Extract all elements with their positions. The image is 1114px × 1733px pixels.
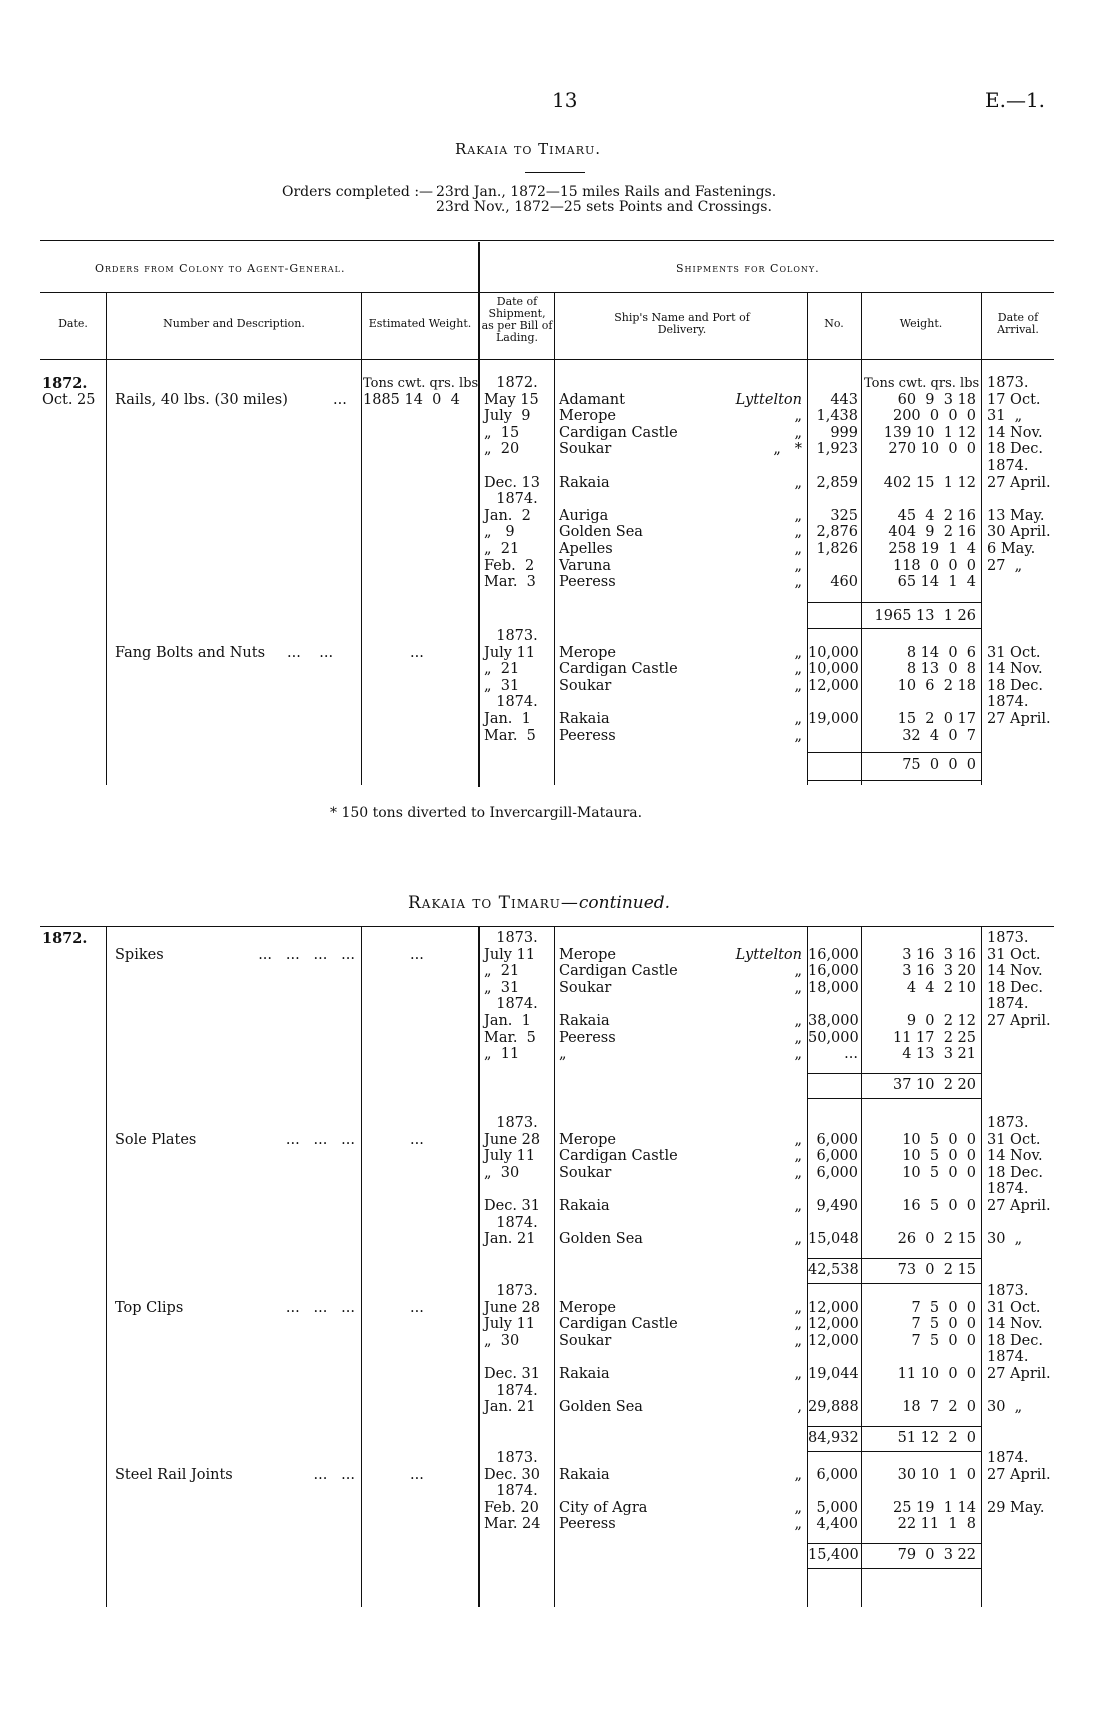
fang-row-port: „ [794,677,802,694]
group-row-arrival: 27 April. [987,1013,1051,1029]
rail-row-date: Jan. 2 [484,507,531,524]
group-row-weight: 3 16 3 20 [902,963,976,980]
rule [807,1073,981,1074]
page-number: 13 [552,88,578,112]
fang-row-date: Mar. 5 [484,727,536,744]
rail-row-weight: 200 0 0 0 [892,408,976,425]
group-row-date: Dec. 31 [484,1198,540,1214]
group-row-no: 6,000 [816,1164,858,1181]
rail-row-no: 999 [830,424,858,441]
group-row-no: 6,000 [816,1131,858,1148]
group-row-ship: Peeress [559,1516,616,1533]
group-row-port: „ [794,1466,802,1483]
group-row-arrival: 30 „ [987,1231,1023,1248]
group-row-ship: Rakaia [559,1198,610,1214]
group-row-no: 6,000 [816,1148,858,1165]
rail-row-weight: 45 4 2 16 [897,507,976,524]
fang-row-date: 1874. [496,694,538,711]
weight-units: Tons cwt. qrs. lbs [864,376,980,391]
group-row-arrival: 18 Dec. [987,979,1043,996]
group-row-port: „ [794,1299,802,1316]
group-row-port: „ [794,1316,802,1333]
section-orders: Orders from Colony to Agent-General. [95,262,346,275]
rail-row-date: May 15 [484,391,539,408]
fang-row-weight: 15 2 0 17 [897,711,976,727]
group-total-no: 84,932 [808,1429,859,1446]
rail-row-arrival: 1874. [987,458,1029,474]
rail-row-ship: Adamant [559,391,625,408]
rule [807,1258,981,1259]
col-arrival: Date of Arrival. [997,311,1039,336]
group-row-date: „ 30 [484,1332,520,1349]
group-row-no: 9,490 [816,1198,858,1214]
group-estimated: ... [410,1466,424,1483]
group-row-weight: 22 11 1 8 [897,1516,976,1533]
rail-row-ship: Rakaia [559,474,610,491]
fang-row-ship: Merope [559,644,616,661]
group-row-weight: 10 5 0 0 [902,1131,976,1148]
group-row-no: 5,000 [816,1499,858,1516]
rule [807,1568,981,1569]
group-row-arrival: 27 April. [987,1366,1051,1382]
fang-row-ship: Rakaia [559,711,610,727]
rule [807,780,981,781]
rail-row-port: „ [794,524,802,541]
group-row-ship: „ [559,1046,567,1063]
table2-year: 1872. [42,930,88,947]
rail-row-arrival: 13 May. [987,507,1045,524]
group-row-no: 12,000 [808,1299,859,1316]
fang-row-date: „ 21 [484,661,520,678]
group-row-ship: Cardigan Castle [559,963,678,980]
group-row-date: 1873. [496,1283,538,1299]
group-row-ship: Golden Sea [559,1399,643,1416]
rail-row-date: „ 15 [484,424,520,441]
group-row-arrival: 14 Nov. [987,1148,1043,1165]
rail-row-arrival: 18 Dec. [987,441,1043,458]
group-row-date: July 11 [484,1316,536,1333]
rail-row-date: Feb. 2 [484,557,535,574]
fang-row-ship: Soukar [559,677,612,694]
title2-cont: continued. [578,893,671,913]
group-row-ship: Rakaia [559,1366,610,1382]
group-row-port: „ [794,1332,802,1349]
group-row-arrival: 18 Dec. [987,1164,1043,1181]
group-row-date: Dec. 30 [484,1466,540,1483]
fang-row-arrival: 18 Dec. [987,677,1043,694]
rule [807,628,981,629]
group-row-date: 1874. [496,1214,538,1231]
group-row-port: „ [794,1231,802,1248]
rail-row-date: „ 21 [484,541,520,557]
fang-row-ship: Cardigan Castle [559,661,678,678]
fang-row-arrival: 1874. [987,694,1029,711]
fang-row-no: 10,000 [808,644,859,661]
group-row-date: 1873. [496,930,538,946]
group-row-port: „ [794,979,802,996]
group-row-arrival: 1874. [987,1349,1029,1366]
group-row-ship: Soukar [559,979,612,996]
group-leader: ... ... [313,1466,355,1483]
group-row-arrival: 31 Oct. [987,1299,1041,1316]
group-label: Steel Rail Joints [115,1466,233,1483]
group-label: Sole Plates [115,1131,197,1148]
col-date: Date. [58,317,88,330]
group-row-no: 16,000 [808,946,859,963]
group-row-weight: 9 0 2 12 [906,1013,976,1029]
rail-row-weight: 65 14 1 4 [897,574,976,591]
page-title: Rakaia to Timaru. [455,140,602,158]
rail-row-date: 1872. [496,375,538,391]
group-row-date: Mar. 24 [484,1516,541,1533]
rule [807,752,981,753]
col-no: No. [824,317,844,330]
group-row-date: July 11 [484,1148,536,1165]
group-row-port: „ [794,1046,802,1063]
group-row-port: „ [794,1131,802,1148]
group-row-port: „ [794,1366,802,1382]
rail-row-arrival: 31 „ [987,408,1023,425]
rail-row-date: July 9 [484,408,531,425]
col-number: Number and Description. [163,317,305,330]
rail-row-ship: Merope [559,408,616,425]
rail-row-arrival: 6 May. [987,541,1036,557]
group-row-ship: Cardigan Castle [559,1148,678,1165]
group-estimated: ... [410,1299,424,1316]
rail-row-date: Dec. 13 [484,474,540,491]
rail-row-ship: Cardigan Castle [559,424,678,441]
fang-row-no: 19,000 [808,711,859,727]
group-row-arrival: 1873. [987,1283,1029,1299]
group-total-no: 15,400 [808,1547,859,1563]
fang-leader: ... ... [287,645,334,661]
rail-row-date: „ 20 [484,441,520,458]
group-row-weight: 18 7 2 0 [902,1399,976,1416]
group-row-ship: Merope [559,946,616,963]
fang-row-no: 12,000 [808,677,859,694]
fang-row-weight: 32 4 0 7 [902,727,976,744]
rail-row-arrival: 27 April. [987,474,1051,491]
group-row-date: 1874. [496,1483,538,1500]
group-row-date: Mar. 5 [484,1029,536,1046]
rail-row-date: 1874. [496,491,538,508]
group-row-date: June 28 [484,1299,541,1316]
rail-row-arrival: 27 „ [987,557,1023,574]
group-row-weight: 11 17 2 25 [892,1029,976,1046]
col-shipment-date: Date of Shipment, as per Bill of Lading. [481,295,553,344]
group-label: Top Clips [115,1299,184,1316]
group-row-no: 29,888 [808,1399,859,1416]
fang-estimated: ... [410,645,424,661]
rail-row-ship: Peeress [559,574,616,591]
group-total-weight: 51 12 2 0 [897,1429,976,1446]
rail-row-port: „ [794,408,802,425]
group-row-date: „ 11 [484,1046,520,1063]
rail-row-ship: Golden Sea [559,524,643,541]
group-row-weight: 11 10 0 0 [897,1366,976,1382]
fang-row-date: 1873. [496,628,538,644]
rail-row-no: 443 [830,391,858,408]
rail-row-weight: 258 19 1 4 [888,541,976,557]
group-row-port: „ [794,963,802,980]
group-row-arrival: 1874. [987,1181,1029,1198]
rail-row-arrival: 30 April. [987,524,1051,541]
fang-row-arrival: 14 Nov. [987,661,1043,678]
group-row-no: 19,044 [808,1366,859,1382]
rule [807,1098,981,1099]
order-year: 1872. [42,375,88,392]
page-title-continued [408,893,670,913]
group-total-no: 42,538 [808,1261,859,1278]
group-row-arrival: 27 April. [987,1466,1051,1483]
fang-row-weight: 8 14 0 6 [906,644,976,661]
group-leader: ... ... ... ... [258,946,355,963]
group-row-weight: 30 10 1 0 [897,1466,976,1483]
rail-row-weight: 118 0 0 0 [892,557,976,574]
rail-row-weight: 270 10 0 0 [888,441,976,458]
rail-row-port: „ * [773,441,802,458]
rail-total: 1965 13 1 26 [874,608,976,624]
group-row-no: ... [844,1046,858,1063]
group-row-arrival: 1874. [987,996,1029,1013]
group-row-no: 12,000 [808,1316,859,1333]
rail-row-date: „ 9 [484,524,515,541]
fang-row-no: 10,000 [808,661,859,678]
group-row-date: 1874. [496,996,538,1013]
group-row-port: „ [794,1029,802,1046]
rail-row-no: 2,859 [816,474,858,491]
group-row-date: July 11 [484,946,536,963]
rail-row-weight: 139 10 1 12 [883,424,976,441]
group-row-date: 1873. [496,1450,538,1466]
orders-completed-label: Orders completed :— [282,184,434,200]
group-row-ship: Merope [559,1131,616,1148]
group-row-port: „ [794,1148,802,1165]
rule [807,1451,981,1452]
rule [807,1543,981,1544]
order-weight: 1885 14 0 4 [363,392,460,408]
group-total-weight: 37 10 2 20 [892,1076,976,1093]
group-row-no: 18,000 [808,979,859,996]
group-row-date: Jan. 21 [484,1399,536,1416]
fang-total: 75 0 0 0 [902,757,976,773]
rail-row-port: „ [794,541,802,557]
group-row-arrival: 27 April. [987,1198,1051,1214]
group-row-weight: 10 5 0 0 [902,1148,976,1165]
group-row-weight: 7 5 0 0 [911,1316,976,1333]
footnote: * 150 tons diverted to Invercargill-Mataura. [330,805,643,821]
group-row-port: „ [794,1516,802,1533]
group-row-arrival: 31 Oct. [987,1131,1041,1148]
group-row-ship: Golden Sea [559,1231,643,1248]
group-row-arrival: 18 Dec. [987,1332,1043,1349]
group-row-arrival: 1873. [987,930,1029,946]
group-row-date: 1874. [496,1382,538,1399]
group-row-no: 4,400 [816,1516,858,1533]
rail-row-no: 1,826 [816,541,858,557]
group-row-port: „ [794,1198,802,1214]
title2-main: Rakaia to Timaru— [408,893,579,913]
group-row-no: 15,048 [808,1231,859,1248]
order-date: Oct. 25 [42,392,96,408]
group-row-weight: 26 0 2 15 [897,1231,976,1248]
fang-row-date: Jan. 1 [484,711,531,727]
rail-row-weight: 402 15 1 12 [883,474,976,491]
rail-row-ship: Apelles [559,541,613,557]
group-row-arrival: 14 Nov. [987,1316,1043,1333]
group-estimated: ... [410,1131,424,1148]
group-row-ship: Rakaia [559,1466,610,1483]
order-weight-units: Tons cwt. qrs. lbs [363,376,479,391]
section-shipments: Shipments for Colony. [676,262,820,275]
fang-row-port: „ [794,727,802,744]
group-leader: ... ... ... [285,1131,355,1148]
group-row-weight: 10 5 0 0 [902,1164,976,1181]
rail-row-port: Lyttelton [735,391,802,408]
fang-row-ship: Peeress [559,727,616,744]
orders-completed-line1: 23rd Jan., 1872—15 miles Rails and Fastenings. [436,184,777,200]
fang-row-port: „ [794,661,802,678]
rail-row-weight: 404 9 2 16 [888,524,976,541]
group-row-date: June 28 [484,1131,541,1148]
rule [807,1426,981,1427]
group-row-arrival: 29 May. [987,1499,1045,1516]
group-row-port: , [797,1399,802,1416]
group-leader: ... ... ... [285,1299,355,1316]
group-row-weight: 7 5 0 0 [911,1332,976,1349]
group-row-arrival: 31 Oct. [987,946,1041,963]
group-row-weight: 16 5 0 0 [902,1198,976,1214]
group-row-date: Jan. 21 [484,1231,536,1248]
group-row-date: „ 21 [484,963,520,980]
group-label: Spikes [115,946,164,963]
group-row-ship: Rakaia [559,1013,610,1029]
rail-row-port: „ [794,424,802,441]
group-row-ship: City of Agra [559,1499,648,1516]
fang-row-port: „ [794,644,802,661]
rail-row-no: 2,876 [816,524,858,541]
group-row-weight: 7 5 0 0 [911,1299,976,1316]
group-row-ship: Merope [559,1299,616,1316]
group-row-date: Feb. 20 [484,1499,539,1516]
rule [807,602,981,603]
fang-row-weight: 8 13 0 8 [906,661,976,678]
group-row-arrival: 1874. [987,1450,1029,1466]
rail-row-no: 1,923 [816,441,858,458]
rail-row-arrival: 14 Nov. [987,424,1043,441]
fang-row-port: „ [794,711,802,727]
rail-row-port: „ [794,507,802,524]
group-row-port: „ [794,1164,802,1181]
group-row-no: 6,000 [816,1466,858,1483]
col-weight: Weight. [899,317,943,330]
group-row-port: „ [794,1013,802,1029]
rail-row-arrival: 17 Oct. [987,391,1041,408]
group-row-date: 1873. [496,1115,538,1131]
rail-row-weight: 60 9 3 18 [897,391,976,408]
rail-row-no: 460 [830,574,858,591]
order-item: Rails, 40 lbs. (30 miles) [115,392,288,408]
group-row-ship: Soukar [559,1164,612,1181]
group-row-ship: Peeress [559,1029,616,1046]
fang-row-arrival: 27 April. [987,711,1051,727]
group-estimated: ... [410,946,424,963]
rail-row-port: „ [794,557,802,574]
group-row-ship: Cardigan Castle [559,1316,678,1333]
group-row-no: 50,000 [808,1029,859,1046]
group-row-arrival: 1873. [987,1115,1029,1131]
group-row-port: „ [794,1499,802,1516]
rail-row-ship: Auriga [559,507,609,524]
group-row-arrival: 14 Nov. [987,963,1043,980]
group-row-no: 16,000 [808,963,859,980]
group-row-date: Jan. 1 [484,1013,531,1029]
rail-row-ship: Soukar [559,441,612,458]
rail-row-port: „ [794,574,802,591]
col-ship: Ship's Name and Port of Delivery. [614,311,750,336]
col-estimated: Estimated Weight. [368,317,472,330]
rail-row-no: 1,438 [816,408,858,425]
group-row-no: 38,000 [808,1013,859,1029]
group-total-weight: 73 0 2 15 [897,1261,976,1278]
group-row-date: „ 31 [484,979,520,996]
group-row-no: 12,000 [808,1332,859,1349]
fang-row-date: „ 31 [484,677,520,694]
group-row-weight: 4 13 3 21 [902,1046,976,1063]
rail-row-no: 325 [830,507,858,524]
group-row-arrival: 30 „ [987,1399,1023,1416]
rail-row-date: Mar. 3 [484,574,536,591]
group-row-weight: 25 19 1 14 [892,1499,976,1516]
rail-row-arrival: 1873. [987,375,1029,391]
group-row-weight: 4 4 2 10 [906,979,976,996]
group-total-weight: 79 0 3 22 [897,1547,976,1563]
group-row-weight: 3 16 3 16 [902,946,976,963]
fang-row-arrival: 31 Oct. [987,644,1041,661]
rail-row-port: „ [794,474,802,491]
group-row-date: Dec. 31 [484,1366,540,1382]
orders-completed-line2: 23rd Nov., 1872—25 sets Points and Crossings. [436,199,772,215]
fang-row-weight: 10 6 2 18 [897,677,976,694]
group-row-ship: Soukar [559,1332,612,1349]
group-row-port: Lyttelton [735,946,802,963]
order-leader: ... [333,392,347,408]
rail-row-ship: Varuna [559,557,612,574]
group-row-date: „ 30 [484,1164,520,1181]
fang-row-date: July 11 [484,644,536,661]
rule [807,1283,981,1284]
fang-label: Fang Bolts and Nuts [115,645,266,661]
document-ref: E.—1. [985,88,1046,112]
